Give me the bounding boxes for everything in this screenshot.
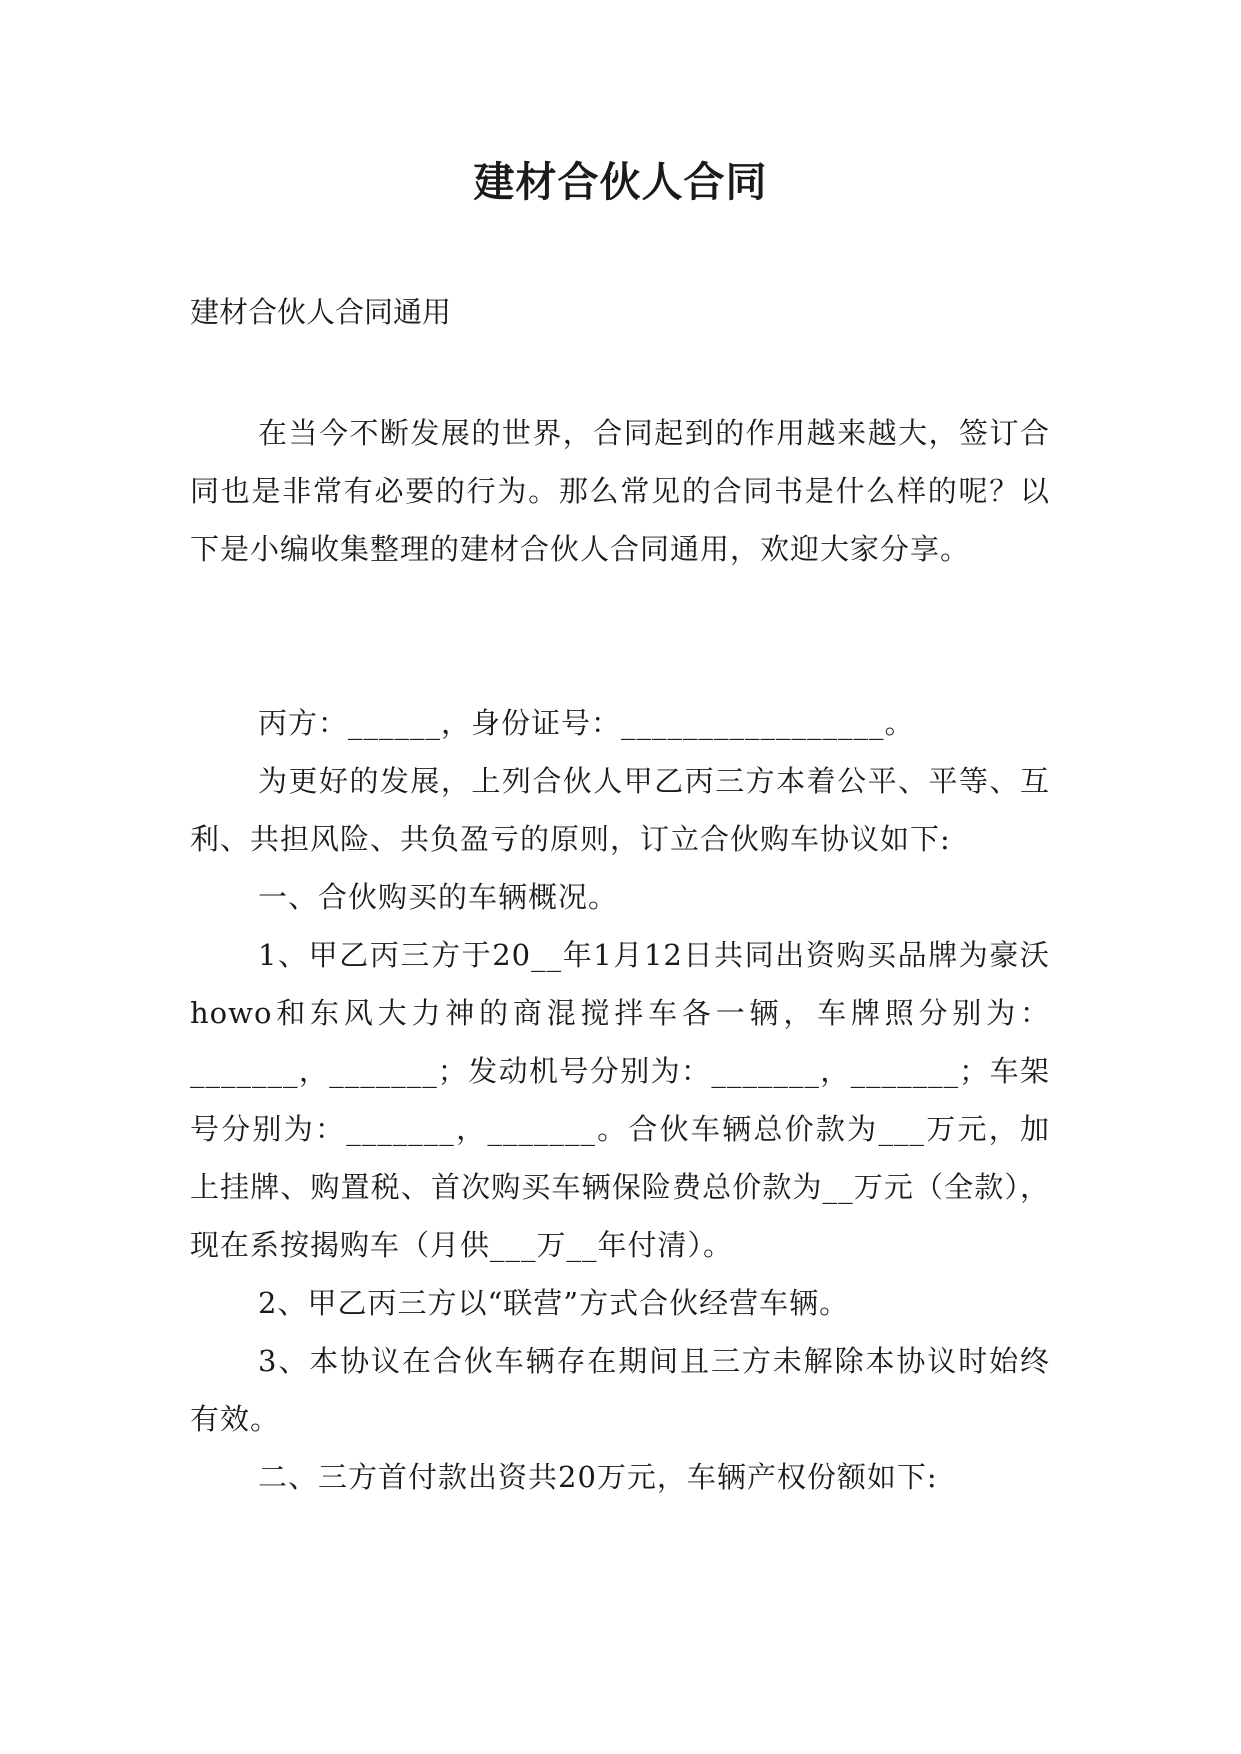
intro-text: 在当今不断发展的世界，合同起到的作用越来越大，签订合同也是非常有必要的行为。那么常见的合同书是什么样的呢？以下是小编收集整理的建材合伙人合同通用，欢迎大家分享。 (190, 416, 1050, 566)
party-c-line: 丙方：______，身份证号：_________________。 (258, 706, 915, 740)
section-one-heading: 一、合伙购买的车辆概况。 (258, 880, 619, 914)
document-subtitle: 建材合伙人合同通用 (190, 295, 452, 329)
preamble-paragraph: 为更好的发展，上列合伙人甲乙丙三方本着公平、平等、互利、共担风险、共负盈亏的原则，订立合伙购车协议如下: (190, 764, 1050, 856)
clause-2: 2、甲乙丙三方以“联营”方式合伙经营车辆。 (258, 1286, 850, 1320)
contract-body (190, 694, 1050, 1506)
document-title: 建材合伙人合同 (473, 158, 768, 206)
clause-1: 1、甲乙丙三方于20__年1月12日共同出资购买品牌为豪沃howo和东风大力神的商混搅拌车各一辆，车牌照分别为：_______，_______；发动机号分别为：_______，_______；车架号分别为：_______，_______。合伙车辆总价款为___万元，加上挂牌、购置税、首次购买车辆保险费总价款为__万元（全款），现在系按揭购车（月供___万__年付清）。 (190, 938, 1050, 1262)
clause-3: 3、本协议在合伙车辆存在期间且三方未解除本协议时始终有效。 (190, 1344, 1050, 1436)
section-two-heading: 二、三方首付款出资共20万元，车辆产权份额如下: (258, 1460, 938, 1494)
intro-paragraph (190, 404, 1050, 578)
